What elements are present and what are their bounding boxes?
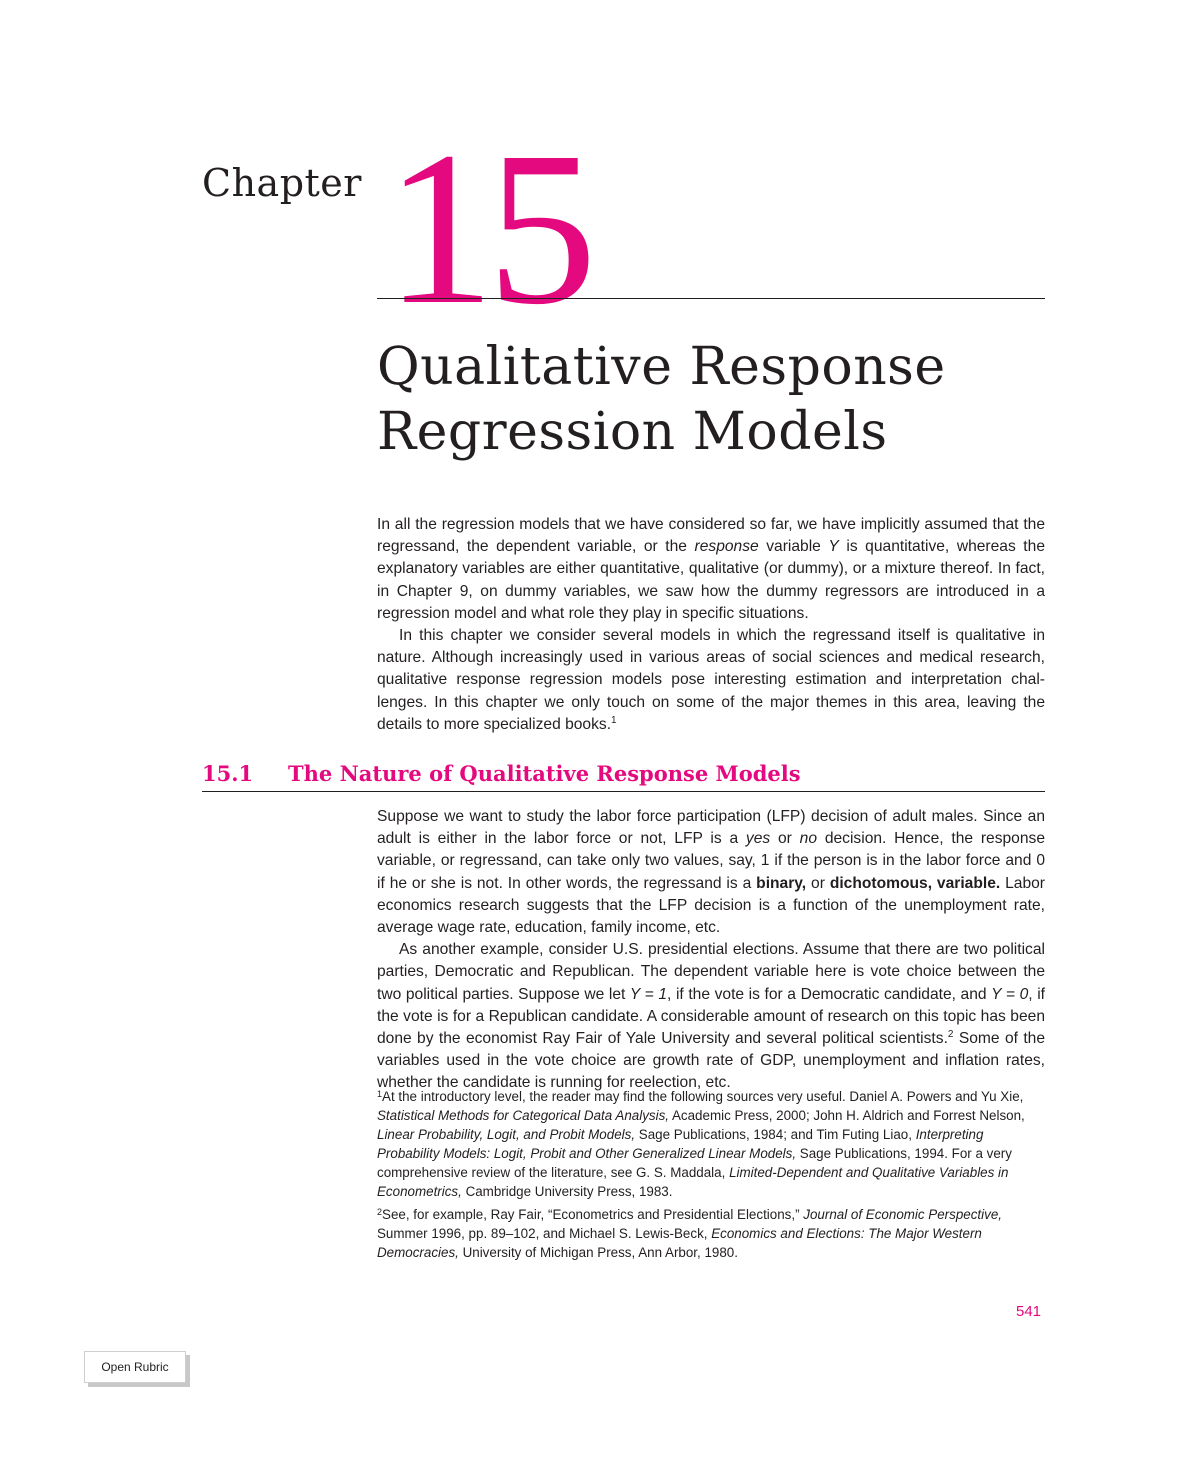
section-paragraph-1 — [377, 806, 1045, 939]
footnote-marker: 2 — [377, 1207, 383, 1217]
section-heading — [202, 761, 1045, 792]
chapter-rule — [377, 298, 1045, 299]
footnote-marker: 1 — [377, 1089, 383, 1099]
chapter-title-line-1: Qualitative Response — [377, 337, 946, 397]
section-title: The Nature of Qualitative Response Models — [288, 761, 801, 786]
open-rubric-button[interactable]: Open Rubric — [84, 1351, 186, 1383]
footnote-ref-2: 2 — [947, 1029, 954, 1041]
journal-title: Journal of Economic Perspective, — [803, 1207, 1002, 1222]
text-run: At the introductory level, the reader may find the following sources very useful. Daniel A. Powers and Yu Xie, — [382, 1089, 1024, 1104]
text-run: University of Michigan Press, Ann Arbor, 1980. — [458, 1245, 738, 1260]
intro-text — [377, 514, 1045, 736]
footnote-2 — [377, 1205, 1047, 1262]
key-term: binary, — [756, 874, 807, 892]
text-run: Sage Publications, 1994. For a very comprehensive review of the literature, see G. S. Maddala, — [377, 1146, 1012, 1180]
book-title: Economics and Elections: The Major Western Democracies, — [377, 1226, 982, 1260]
text-run: , if the vote is for a Republican candidate. A considerable amount of research on this topic has been done by the economist Ray Fair of Yale University and several political scientists. — [377, 985, 1045, 1048]
section-paragraph-2 — [377, 939, 1045, 1094]
section-number: 15.1 — [202, 761, 254, 786]
book-title: Limited-Dependent and Qualitative Variables in Econometrics, — [377, 1165, 1009, 1199]
text-run: variable — [758, 538, 829, 556]
book-title: Linear Probability, Logit, and Probit Models, — [377, 1127, 636, 1142]
text-run: or — [806, 874, 830, 892]
math-variable: Y — [828, 538, 839, 556]
text-run: Summer 1996, pp. 89–102, and Michael S. Lewis-Beck, — [377, 1226, 712, 1241]
text-run: Academic Press, 2000; John H. Aldrich and Forrest Nelson, — [669, 1108, 1025, 1123]
text-run: In this chapter we consider several models in which the regressand itself is qualitative in nature. Although increasingly used in various areas of social sciences and medical research, qualitative response regression models pose interesting estimation and interpretation challenges. In this chapter we only touch on some of the major themes in this area, leaving the details to more specialized books. — [377, 627, 1045, 733]
text-run: , if the vote is for a Democratic candidate, and — [667, 985, 992, 1003]
math-equation: Y = 0 — [991, 985, 1029, 1003]
intro-paragraph-1 — [377, 514, 1045, 625]
text-run: decision. Hence, the response variable, or regressand, can take only two values, say, 1 if the person is in the labor force and 0 if he or she is not. In other words, the regressand is a — [377, 830, 1045, 892]
text-run: or — [770, 830, 800, 848]
page-number: 541 — [1016, 1303, 1042, 1320]
math-equation: Y = 1 — [629, 985, 668, 1003]
text-run: See, for example, Ray Fair, “Econometrics and Presidential Elections,” — [382, 1207, 804, 1222]
key-term: dichotomous, variable. — [829, 874, 1001, 892]
text-run: Labor economics research suggests that the LFP decision is a function of the unemployment rate, average wage rate, education, family income, etc. — [377, 874, 1045, 937]
text-run: Sage Publications, 1984; and Tim Futing Liao, — [635, 1127, 916, 1142]
text-run: Some of the variables used in the vote choice are growth rate of GDP, unemployment and inflation rates, whether the candidate is running for reelection, etc. — [377, 1030, 1045, 1092]
section-text — [377, 806, 1045, 1095]
chapter-title — [377, 335, 1057, 465]
emphasis: no — [799, 830, 818, 848]
book-title: Interpreting Probability Models: Logit, Probit and Other Generalized Linear Models, — [377, 1127, 984, 1161]
chapter-title-line-2: Regression Models — [377, 402, 888, 462]
text-run: As another example, consider U.S. presidential elections. Assume that there are two political parties, Democratic and Republican. The dependent variable here is vote choice between the two political parties. Suppose we let — [377, 941, 1045, 1003]
book-title: Statistical Methods for Categorical Data Analysis, — [377, 1108, 669, 1123]
text-run: Cambridge University Press, 1983. — [461, 1184, 673, 1199]
footnote-ref-1: 1 — [611, 714, 617, 726]
emphasis: yes — [745, 830, 771, 848]
footnote-1 — [377, 1087, 1047, 1201]
intro-paragraph-2 — [377, 625, 1045, 736]
emphasis: response — [694, 538, 759, 556]
text-run: is quantitative, whereas the explanatory variables are either quantitative, qualitative (or dummy), or a mixture thereof. In fact, in Chapter 9, on dummy variables, we saw how the dummy regressors are introduced in a regression model and what role they play in specific situations. — [377, 538, 1045, 622]
text-run: In all the regression models that we have considered so far, we have implicitly assumed that the regressand, the dependent variable, or the — [377, 516, 1045, 556]
chapter-label: Chapter — [202, 161, 362, 205]
chapter-number: 15 — [385, 106, 589, 350]
text-run: Suppose we want to study the labor force participation (LFP) decision of adult males. Since an adult is either in the labor force or not, LFP is a — [377, 808, 1045, 848]
footnotes — [377, 1087, 1047, 1266]
